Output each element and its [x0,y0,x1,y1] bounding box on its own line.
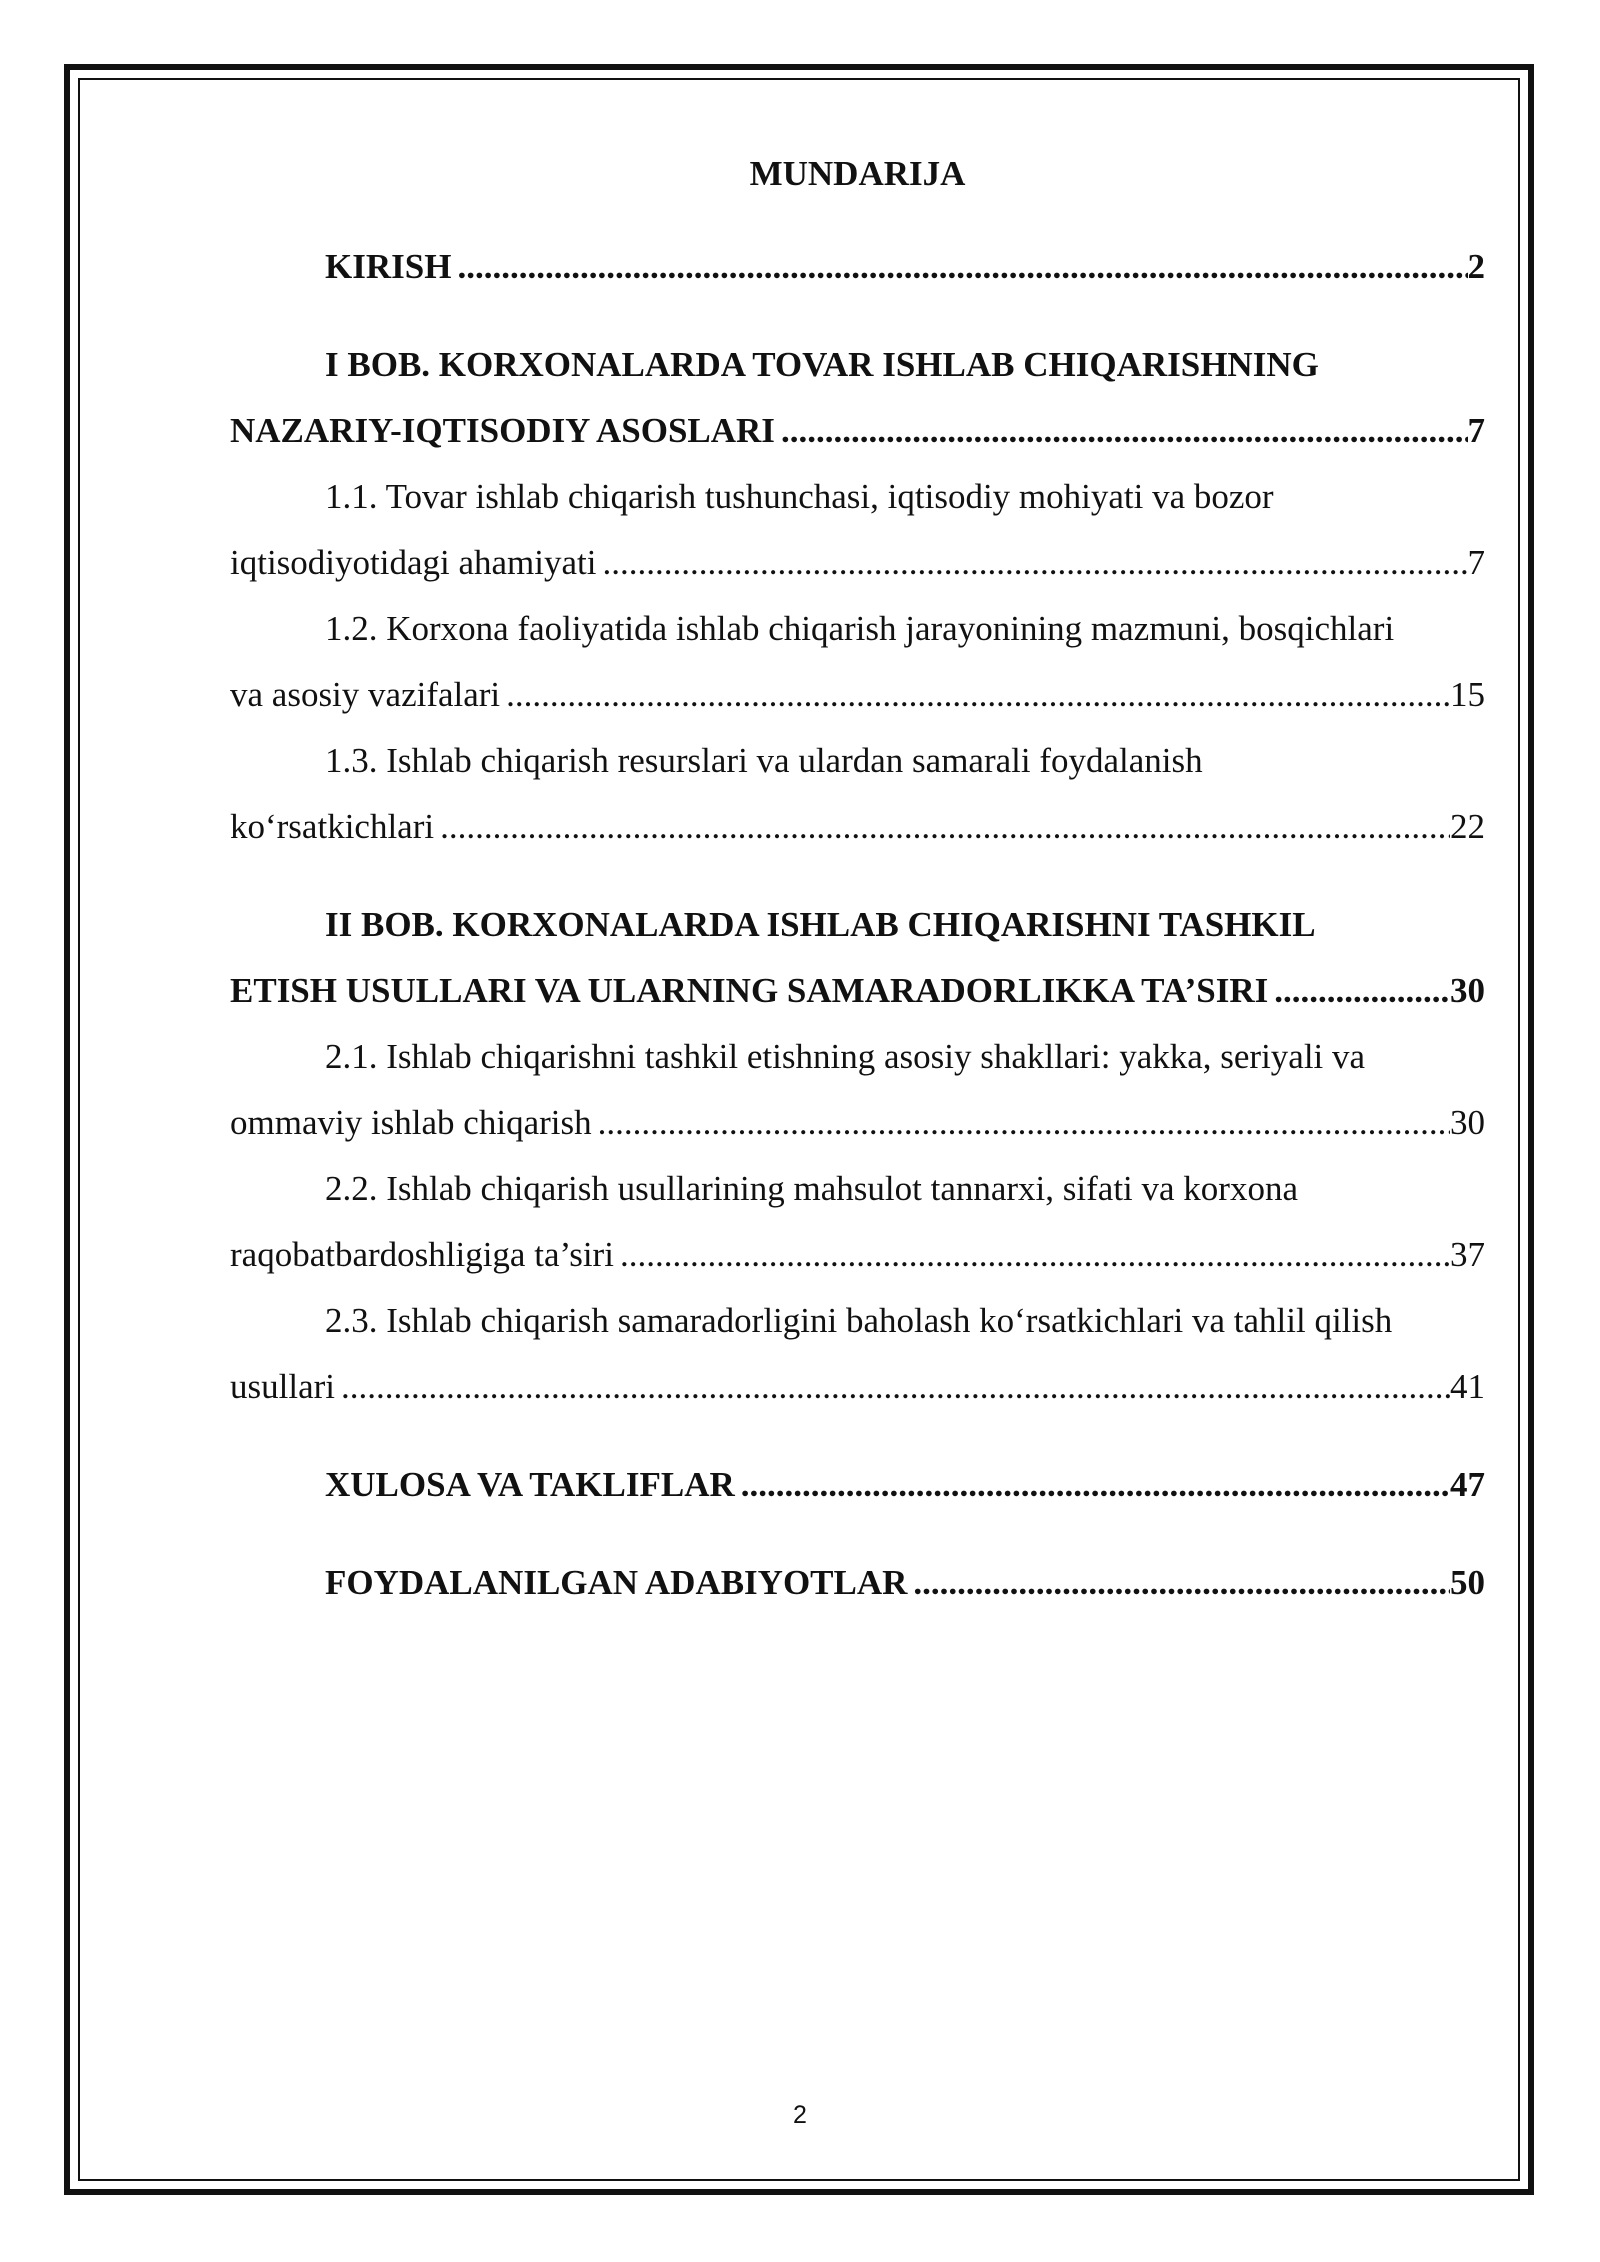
toc-page-number: 37 [1450,1235,1485,1274]
toc-entry-text-line2: raqobatbardoshligiga ta’siri [230,1235,614,1274]
dot-leader [451,234,1467,300]
toc-entry-text-line1: II BOB. KORXONALARDA ISHLAB CHIQARISHNI TASHKIL [325,905,1316,944]
dot-leader [592,1090,1450,1156]
toc-entry-text-line2: ommaviy ishlab chiqarish [230,1103,592,1142]
toc-page-number: 41 [1450,1367,1485,1406]
toc-entry-text-line1: 2.3. Ishlab chiqarish samaradorligini baholash ko‘rsatkichlari va tahlil qilish [325,1301,1393,1340]
dot-leader [1268,958,1450,1024]
page-number: 2 [793,2101,807,2129]
toc-entry-text-line1: 2.1. Ishlab chiqarishni tashkil etishning asosiy shakllari: yakka, seriyali va [325,1037,1366,1076]
dot-leader [335,1354,1450,1420]
toc-entry-text-line2: ETISH USULLARI VA ULARNING SAMARADORLIKKA TA’SIRI [230,971,1269,1010]
toc-entry-chapter-2[interactable] [230,892,1485,1024]
toc-entry-text: XULOSA VA TAKLIFLAR [325,1465,735,1504]
toc-entry-kirish[interactable] [230,234,1485,300]
toc-entry-xulosa[interactable] [230,1452,1485,1518]
dot-leader [614,1222,1450,1288]
toc-entry-section-1-2[interactable] [230,596,1485,728]
dot-leader [735,1452,1450,1518]
toc-page-number: 47 [1450,1465,1485,1504]
dot-leader [434,794,1450,860]
toc-title: MUNDARIJA [749,154,966,193]
toc-entry-text-line2: ko‘rsatkichlari [230,807,435,846]
toc-entry-section-2-2[interactable] [230,1156,1485,1288]
dot-leader [596,530,1467,596]
toc-entry-text-line2: va asosiy vazifalari [230,675,501,714]
toc-entry-text-line2: usullari [230,1367,335,1406]
toc-entry-text-line1: 1.1. Tovar ishlab chiqarish tushunchasi, iqtisodiy mohiyati va bozor [325,477,1274,516]
toc-entry-text-line2: NAZARIY-IQTISODIY ASOSLARI [230,411,775,450]
toc-page-number: 2 [1467,247,1485,286]
toc-entry-chapter-1[interactable] [230,332,1485,464]
toc-page-number: 30 [1450,971,1485,1010]
toc-page-number: 22 [1450,807,1485,846]
dot-leader [775,398,1468,464]
dot-leader [500,662,1450,728]
toc-entry-text: KIRISH [325,247,452,286]
toc-entry-adabiyotlar[interactable] [230,1550,1485,1616]
toc-entry-section-1-1[interactable] [230,464,1485,596]
toc-entry-section-2-3[interactable] [230,1288,1485,1420]
toc-page-number: 15 [1450,675,1485,714]
toc-page-number: 30 [1450,1103,1485,1142]
toc-entry-text-line2: iqtisodiyotidagi ahamiyati [230,543,597,582]
toc-entry-text: FOYDALANILGAN ADABIYOTLAR [325,1563,908,1602]
table-of-contents [230,140,1485,1616]
toc-entry-text-line1: I BOB. KORXONALARDA TOVAR ISHLAB CHIQARISHNING [325,345,1319,384]
toc-entry-text-line1: 2.2. Ishlab chiqarish usullarining mahsulot tannarxi, sifati va korxona [325,1169,1298,1208]
toc-page-number: 7 [1467,411,1485,450]
dot-leader [907,1550,1450,1616]
toc-page-number: 50 [1450,1563,1485,1602]
toc-entry-text-line1: 1.2. Korxona faoliyatida ishlab chiqarish jarayonining mazmuni, bosqichlari [325,609,1395,648]
toc-entry-section-2-1[interactable] [230,1024,1485,1156]
toc-entry-section-1-3[interactable] [230,728,1485,860]
toc-page-number: 7 [1467,543,1485,582]
toc-entry-text-line1: 1.3. Ishlab chiqarish resurslari va ulardan samarali foydalanish [325,741,1203,780]
